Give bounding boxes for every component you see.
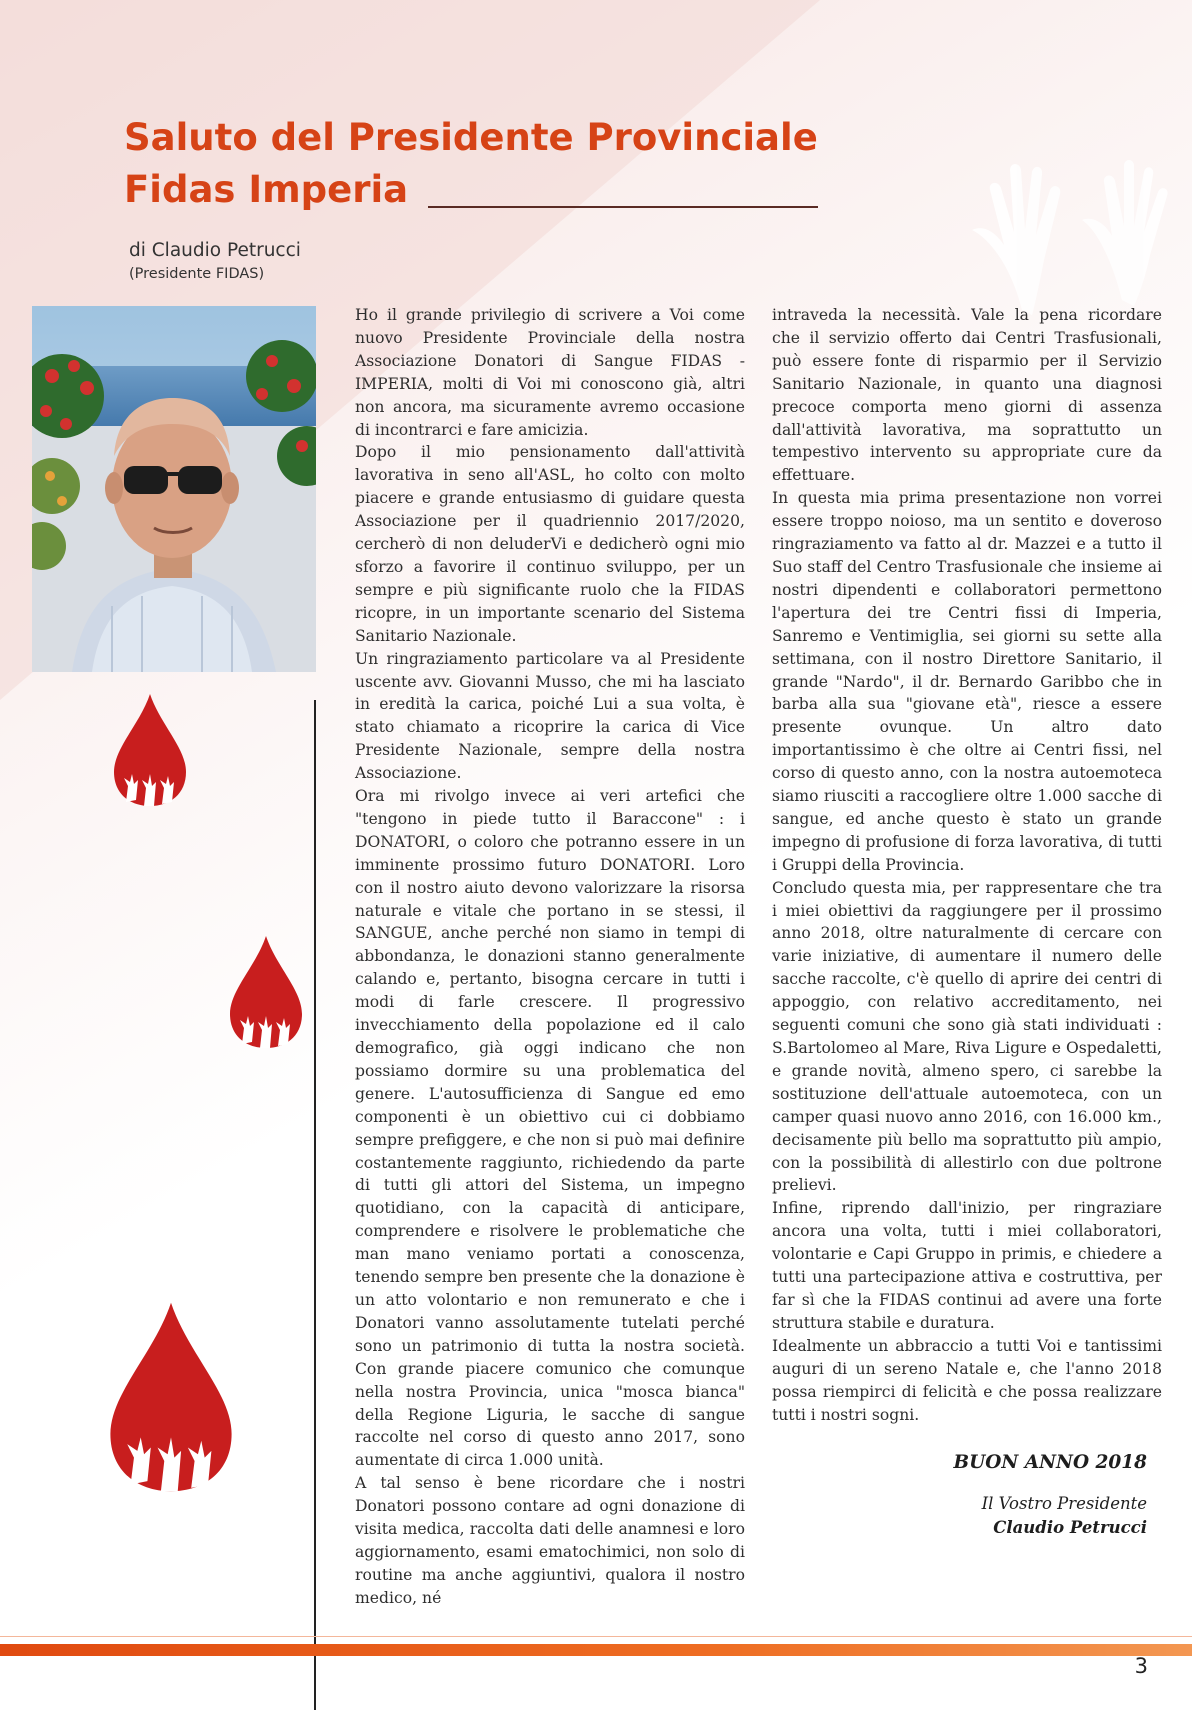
paragraph: A tal senso è bene ricordare che i nostri Donatori possono contare ad ogni donazione di visita medica, raccolta dati delle anamnesi e loro aggiornamento, esami ematochimici, non solo di routine ma anche aggiuntivi, qualora il nostro medico, né	[355, 1474, 745, 1607]
closing-greeting: BUON ANNO 2018	[953, 1452, 1147, 1473]
signature-name: Claudio Petrucci	[993, 1518, 1147, 1537]
paragraph: Infine, riprendo dall'inizio, per ringraziare ancora una volta, tutti i miei collaboratori, volontarie e Capi Gruppo in primis, e chiedere a tutti una partecipazione attiva e costruttiva, per far sì che la FIDAS continui ad avere una forte struttura stabile e duratura.	[772, 1199, 1162, 1332]
footer-bar	[0, 1644, 1192, 1656]
paragraph: Ora mi rivolgo invece ai veri artefici che "tengono in piede tutto il Baraccone" : i DONATORI, o coloro che potranno essere in un imminente prossimo futuro DONATORI. Loro con il nostro aiuto devono valorizzare la risorsa naturale e vitale che portano in se stessi, il SANGUE, anche perché non siamo in tempi di abbondanza, le donazioni stanno generalmente calando e, pertanto, bisogna cercare in tutti i modi di farle crescere. Il progressivo invecchiamento della popolazione ed il calo demografico, già oggi indicano che non possiamo dormire su una problematica del genere. L'autosufficienza di Sangue ed emo componenti è un obiettivo cui ci dobbiamo sempre prefiggere, e che non si può mai definire costantemente raggiunto, richiedendo da parte di tutti gli attori del Sistema, un impegno quotidiano, con la capacità di anticipare, comprendere e risolvere le problematiche che man mano veniamo portati a conoscenza, tenendo sempre ben presente che la donazione è un atto volontario e non remunerato e che i Donatori vanno assolutamente tutelati perché sono un patrimonio di tutta la nostra società. Con grande piacere comunico che comunque nella nostra Provincia, unica "mosca bianca" della Regione Liguria, le sacche di sangue raccolte nel corso di questo anno 2017, sono aumentate di circa 1.000 unità.	[355, 787, 745, 1470]
article-column-1	[355, 304, 745, 1610]
blood-drop-with-hands-icon	[106, 690, 194, 810]
paragraph: Concludo questa mia, per rappresentare che tra i miei obiettivi da raggiungere per il prossimo anno 2018, oltre naturalmente di cercare con varie iniziative, di aumentare il numero delle sacche raccolte, c'è quello di aprire dei centri di appoggio, con relativo accreditamento, nei seguenti comuni che sono già stati individuati : S.Bartolomeo al Mare, Riva Ligure e Ospedaletti, e grande novità, almeno spero, ci sarebbe la sostituzione dell'attuale autoemoteca, con un camper quasi nuovo anno 2016, con 16.000 km., decisamente più bello ma soprattutto più ampio, con la possibilità di allestirlo con due poltrone prelievi.	[772, 878, 1162, 1195]
article-column-2	[772, 304, 1162, 1426]
author-byline: di Claudio Petrucci	[129, 240, 301, 261]
paragraph: In questa mia prima presentazione non vorrei essere troppo noioso, ma un sentito e doveroso ringraziamento va fatto al dr. Mazzei e a tutto il Suo staff del Centro Trasfusionale che insieme ai nostri dipendenti e collaboratori permettono l'apertura dei tre Centri fissi di Imperia, Sanremo e Ventimiglia, sei giorni su sette alla settimana, con il nostro Direttore Sanitario, il grande "Nardo", il dr. Bernardo Garibbo che in barba alla sua "giovane età", riesce a essere presente ovunque. Un altro dato importantissimo è che oltre ai Centri fissi, nel corso di questo anno, con la nostra autoemoteca siamo riusciti a raccogliere oltre 1.000 sacche di sangue, ed anche questo è stato un grande impegno di profusione di forza lavorativa, di tutti i Gruppi della Provincia.	[772, 489, 1162, 874]
blood-drop-with-hands-icon	[222, 932, 310, 1052]
portrait-photo	[32, 306, 316, 672]
signature-role: Il Vostro Presidente	[981, 1494, 1147, 1513]
page-number: 3	[1134, 1654, 1148, 1678]
paragraph: Ho il grande privilegio di scrivere a Voi come nuovo Presidente Provinciale della nostra Associazione Donatori di Sangue FIDAS - IMPERIA, molti di Voi mi conoscono già, altri non ancora, ma sicuramente avremo occasione di incontrarci e fare amicizia.	[355, 306, 745, 439]
title-underline	[428, 206, 818, 208]
paragraph: Idealmente un abbraccio a tutti Voi e tantissimi auguri di un sereno Natale e, che l'anno 2018 possa riempirci di felicità e che possa realizzare tutti i nostri sogni.	[772, 1336, 1162, 1424]
blood-drop-with-hands-icon	[96, 1296, 246, 1498]
paragraph: Dopo il mio pensionamento dall'attività lavorativa in seno all'ASL, ho colto con molto piacere e grande entusiasmo di guidare questa Associazione per il quadriennio 2017/2020, cercherò di non deluderVi e dedicherò ogni mio sforzo a favorire il continuo sviluppo, per un sempre e più significante ruolo che la FIDAS ricopre, in un importante scenario del Sistema Sanitario Nazionale.	[355, 443, 745, 645]
title-line-2: Fidas Imperia	[124, 168, 409, 211]
page-title	[124, 112, 818, 216]
footer-rule	[0, 1636, 1192, 1637]
paragraph: intraveda la necessità. Vale la pena ricordare che il servizio offerto dai Centri Trasfusionali, può essere fonte di risparmio per il Servizio Sanitario Nazionale, in quanto una diagnosi precoce comporta meno giorni di assenza dall'attività lavorativa, ma soprattutto un tempestivo intervento su appropriate cure da effettuare.	[772, 306, 1162, 485]
author-role: (Presidente FIDAS)	[129, 266, 265, 282]
column-divider	[314, 700, 316, 1710]
title-line-1: Saluto del Presidente Provinciale	[124, 116, 818, 159]
paragraph: Un ringraziamento particolare va al Presidente uscente avv. Giovanni Musso, che mi ha lasciato in eredità la carica, poiché Lui a sua volta, è stato chiamato a ricoprire la carica di Vice Presidente Nazionale, sempre della nostra Associazione.	[355, 649, 745, 783]
